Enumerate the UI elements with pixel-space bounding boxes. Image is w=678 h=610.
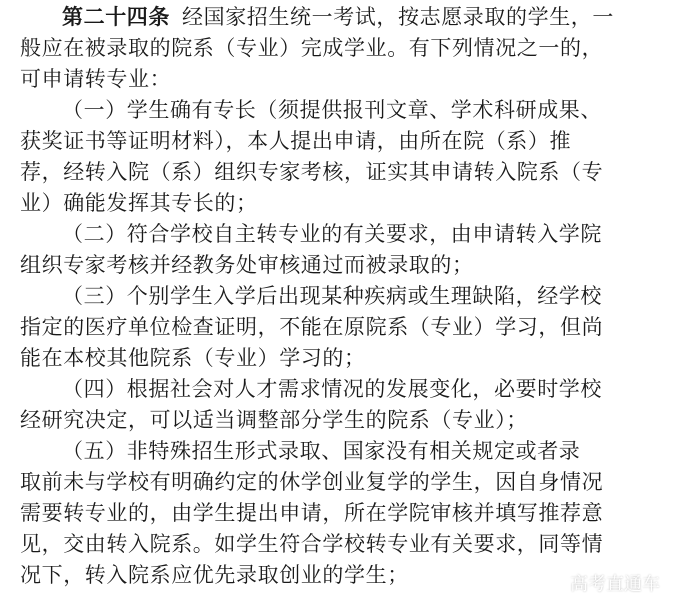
text-line: 般应在被录取的院系（专业）完成学业。有下列情况之一的， <box>20 36 604 60</box>
watermark: 高考直通车 <box>570 574 660 595</box>
text-line: （四）根据社会对人才需求情况的发展变化，必要时学校 <box>62 377 602 401</box>
text-line: 业）确能发挥其专长的； <box>20 191 258 215</box>
text-line: （三）个别学生入学后出现某种疾病或生理缺陷，经学校 <box>62 284 602 308</box>
text-line: 经研究决定，可以适当调整部分学生的院系（专业）； <box>20 408 528 432</box>
text-line: 可申请转专业： <box>20 67 172 91</box>
text-line: （五）非特殊招生形式录取、国家没有相关规定或者录 <box>62 439 581 463</box>
text-line: 组织专家考核并经教务处审核通过而被录取的； <box>20 253 474 277</box>
text-line: 需要转专业的，由学生提出申请，所在学院审核并填写推荐意 <box>20 501 604 525</box>
text-line: 况下，转入院系应优先录取创业的学生； <box>20 563 409 587</box>
text-line: （一）学生确有专长（须提供报刊文章、学术科研成果、 <box>62 98 602 122</box>
text-line: 指定的医疗单位检查证明，不能在原院系（专业）学习，但尚 <box>20 315 604 339</box>
text-line: （二）符合学校自主转专业的有关要求，由申请转入学院 <box>62 222 602 246</box>
article-heading: 第二十四条 <box>62 4 170 29</box>
text-line: 见，交由转入院系。如学生符合学校转专业有关要求，同等情 <box>20 532 604 556</box>
text-line: 能在本校其他院系（专业）学习的； <box>20 346 366 370</box>
text-line: 经国家招生统一考试，按志愿录取的学生，一 <box>182 5 614 29</box>
text-line: 取前未与学校有明确约定的休学创业复学的学生，因自身情况 <box>20 470 604 494</box>
text-line: 荐，经转入院（系）组织专家考核，证实其申请转入院系（专 <box>20 160 604 184</box>
article-first-line <box>62 4 614 30</box>
text-line: 获奖证书等证明材料），本人提出申请，由所在院（系）推 <box>20 129 572 153</box>
